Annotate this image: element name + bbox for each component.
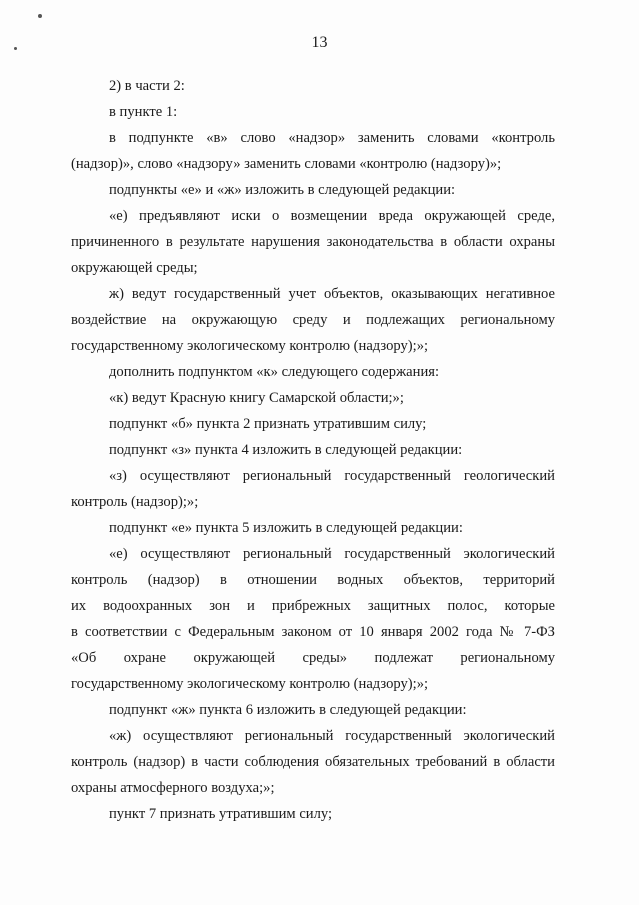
text-line: государственному экологическому контролю (надзору);»; bbox=[71, 676, 429, 692]
text-line: «Об охране окружающей среды» подлежат региональному bbox=[71, 650, 555, 666]
text-line: контроль (надзор) в части соблюдения обязательных требований в области bbox=[71, 754, 555, 770]
text-line: подпункт «б» пункта 2 признать утратившим силу; bbox=[109, 416, 427, 432]
text-line: охраны атмосферного воздуха;»; bbox=[71, 780, 275, 796]
text-line: окружающей среды; bbox=[71, 260, 198, 276]
text-line: ж) ведут государственный учет объектов, оказывающих негативное bbox=[109, 286, 555, 302]
text-line: «е) осуществляют региональный государственный экологический bbox=[109, 546, 555, 562]
text-line: подпункты «е» и «ж» изложить в следующей редакции: bbox=[109, 182, 456, 198]
page-number: 13 bbox=[311, 34, 328, 51]
text-line: дополнить подпунктом «к» следующего содержания: bbox=[109, 364, 440, 380]
text-line: «з) осуществляют региональный государственный геологический bbox=[109, 468, 555, 484]
text-line: подпункт «е» пункта 5 изложить в следующей редакции: bbox=[109, 520, 463, 536]
text-line: подпункт «ж» пункта 6 изложить в следующей редакции: bbox=[109, 702, 467, 718]
text-line: (надзор)», слово «надзору» заменить словами «контролю (надзору)»; bbox=[71, 156, 502, 172]
document-body bbox=[71, 73, 555, 827]
scan-speck bbox=[38, 14, 42, 18]
text-line: «ж) осуществляют региональный государственный экологический bbox=[109, 728, 555, 744]
text-line: в соответствии с Федеральным законом от 10 января 2002 года № 7-ФЗ bbox=[71, 624, 555, 640]
text-line: воздействие на окружающую среду и подлежащих региональному bbox=[71, 312, 555, 328]
text-line: 2) в части 2: bbox=[109, 78, 185, 94]
text-line: в пункте 1: bbox=[109, 104, 178, 120]
text-line: «к) ведут Красную книгу Самарской области;»; bbox=[109, 390, 404, 406]
text-line: пункт 7 признать утратившим силу; bbox=[109, 806, 333, 822]
text-line: в подпункте «в» слово «надзор» заменить словами «контроль bbox=[109, 130, 555, 146]
text-line: контроль (надзор);»; bbox=[71, 494, 199, 510]
text-line: контроль (надзор) в отношении водных объектов, территорий bbox=[71, 572, 555, 588]
text-line: причиненного в результате нарушения законодательства в области охраны bbox=[71, 234, 555, 250]
text-line: их водоохранных зон и прибрежных защитных полос, которые bbox=[71, 598, 555, 614]
text-line: государственному экологическому контролю (надзору);»; bbox=[71, 338, 429, 354]
text-line: «е) предъявляют иски о возмещении вреда окружающей среде, bbox=[109, 208, 555, 224]
text-line: подпункт «з» пункта 4 изложить в следующей редакции: bbox=[109, 442, 463, 458]
